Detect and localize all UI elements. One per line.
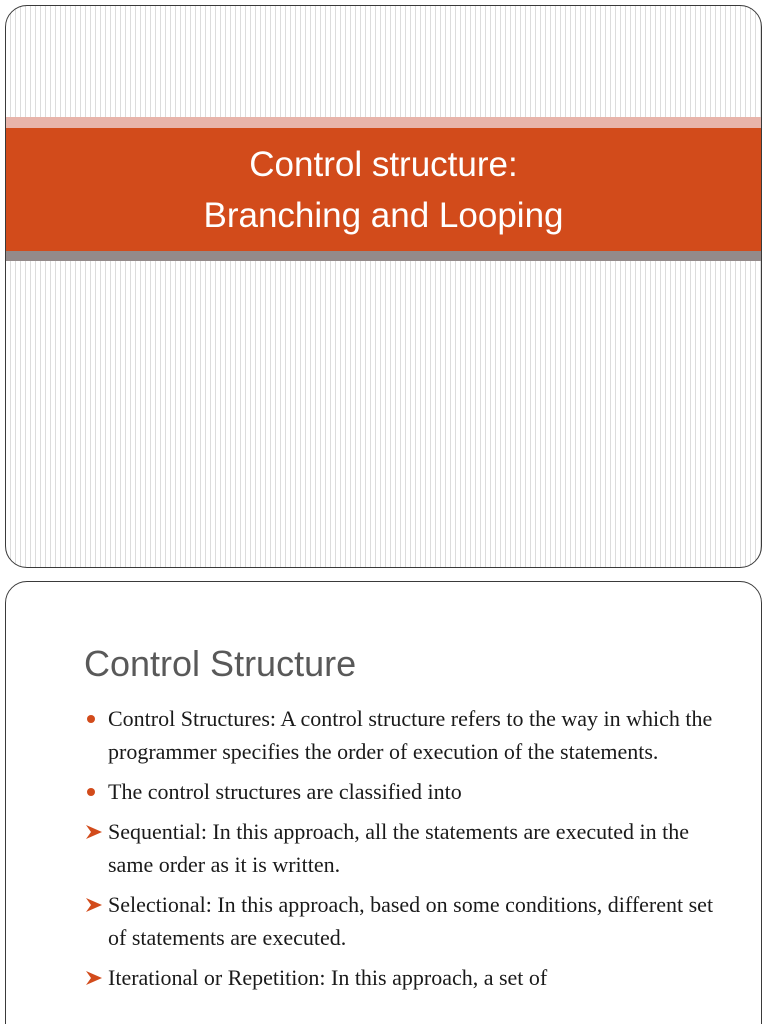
bullet-item xyxy=(84,888,724,954)
bullet-marker xyxy=(84,888,108,921)
title-line-1: Control structure: xyxy=(249,144,518,184)
title-top-strip xyxy=(6,117,761,128)
bullet-dot-icon xyxy=(87,788,95,796)
content-slide xyxy=(5,581,762,1024)
bullet-text: Selectional: In this approach, based on some conditions, different set of statements are executed. xyxy=(108,892,714,950)
arrow-bullet-icon xyxy=(85,970,103,986)
title-band xyxy=(6,128,761,251)
bullet-marker xyxy=(84,815,108,848)
bullet-marker xyxy=(84,775,108,808)
bullet-text: Sequential: In this approach, all the statements are executed in the same order as it is written. xyxy=(108,819,689,877)
bullet-item xyxy=(84,815,724,881)
title-line-2: Branching and Looping xyxy=(203,195,564,235)
bullet-text: The control structures are classified into xyxy=(108,779,462,804)
title-bottom-strip xyxy=(6,251,761,261)
content-slide-heading: Control Structure xyxy=(84,643,357,684)
bullet-marker xyxy=(84,702,108,735)
bullet-text: Iterational or Repetition: In this approach, a set of xyxy=(108,965,548,990)
bullet-marker xyxy=(84,961,108,994)
bullet-item xyxy=(84,702,724,768)
arrow-bullet-icon xyxy=(85,897,103,913)
bullet-item xyxy=(84,961,724,994)
bullet-text: Control Structures: A control structure refers to the way in which the programmer specifies the order of execution of the statements. xyxy=(108,706,713,764)
title-slide xyxy=(5,5,762,568)
arrow-bullet-icon xyxy=(85,824,103,840)
bullet-item xyxy=(84,775,724,808)
bullet-dot-icon xyxy=(87,715,95,723)
bullet-list xyxy=(84,702,724,1001)
